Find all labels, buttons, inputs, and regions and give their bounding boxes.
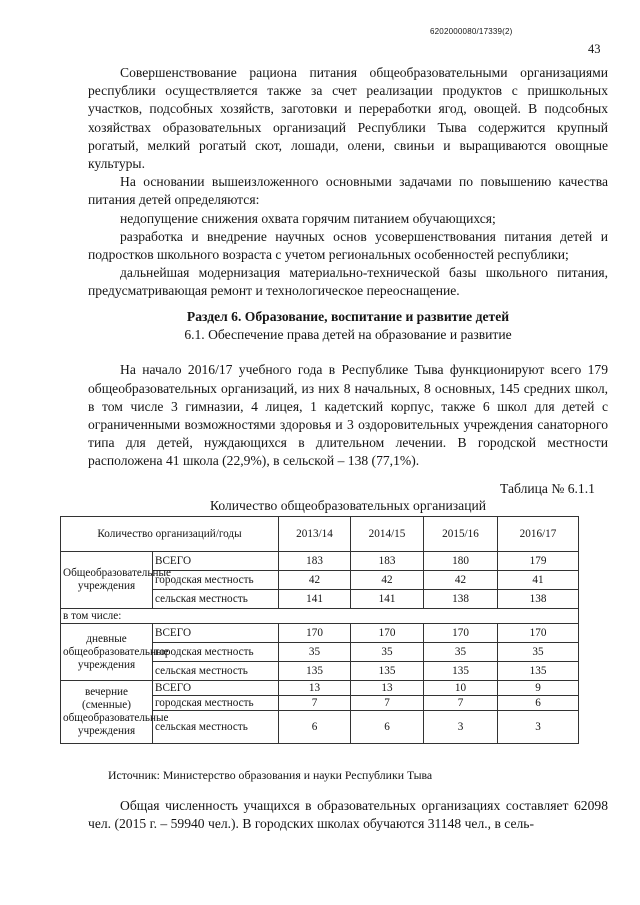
table-row [61, 552, 579, 571]
value-cell: 170 [279, 624, 351, 643]
value-cell: 35 [498, 643, 579, 662]
sub-label-cell: ВСЕГО [153, 624, 279, 643]
value-cell: 180 [424, 552, 498, 571]
value-cell: 35 [351, 643, 424, 662]
value-cell: 6 [498, 696, 579, 711]
section-block [88, 308, 608, 471]
value-cell: 138 [424, 590, 498, 609]
including-row [61, 609, 579, 624]
value-cell: 170 [351, 624, 424, 643]
section-subheading: 6.1. Обеспечение права детей на образование и развитие [184, 327, 512, 343]
value-cell: 141 [279, 590, 351, 609]
value-cell: 183 [351, 552, 424, 571]
paragraph-tasks-intro: На основании вышеизложенного основными задачами по повышению качества питания детей определяются: [88, 174, 608, 208]
header-label-cell: Количество организаций/годы [61, 517, 279, 552]
paragraph-task-3: дальнейшая модернизация материально-технической базы школьного питания, предусматривающая ремонт и технологическое переоснащение. [88, 265, 608, 299]
table-source: Источник: Министерство образования и науки Республики Тыва [108, 768, 433, 782]
document-id: 6202000080/17339(2) [430, 27, 513, 36]
closing-block [88, 797, 608, 833]
value-cell: 138 [498, 590, 579, 609]
sub-label-cell: городская местность [153, 571, 279, 590]
value-cell: 13 [279, 681, 351, 696]
value-cell: 9 [498, 681, 579, 696]
value-cell: 3 [498, 711, 579, 744]
sub-label-cell: сельская местность [153, 590, 279, 609]
table-header-row [61, 517, 579, 552]
value-cell: 135 [279, 662, 351, 681]
group-label-cell: Общеобразовательные учреждения [61, 552, 153, 609]
year-header-cell: 2013/14 [279, 517, 351, 552]
value-cell: 41 [498, 571, 579, 590]
group-label-cell: дневные общеобразовательные учреждения [61, 624, 153, 681]
table-row [61, 681, 579, 696]
year-header-cell: 2014/15 [351, 517, 424, 552]
paragraph-task-2: разработка и внедрение научных основ усовершенствования питания детей и подростков школьного возраста с учетом региональных особенностей республики; [88, 228, 608, 263]
sub-label-cell: сельская местность [153, 662, 279, 681]
value-cell: 135 [424, 662, 498, 681]
year-header-cell: 2016/17 [498, 517, 579, 552]
table-number: Таблица № 6.1.1 [500, 481, 595, 496]
value-cell: 183 [279, 552, 351, 571]
sub-label-cell: ВСЕГО [153, 681, 279, 696]
value-cell: 135 [351, 662, 424, 681]
value-cell: 10 [424, 681, 498, 696]
including-label-cell: в том числе: [61, 609, 579, 624]
table-row [61, 624, 579, 643]
year-header-cell: 2015/16 [424, 517, 498, 552]
value-cell: 170 [498, 624, 579, 643]
sub-label-cell: сельская местность [153, 711, 279, 744]
value-cell: 170 [424, 624, 498, 643]
value-cell: 42 [424, 571, 498, 590]
value-cell: 6 [351, 711, 424, 744]
value-cell: 3 [424, 711, 498, 744]
schools-table [60, 516, 579, 744]
value-cell: 141 [351, 590, 424, 609]
sub-label-cell: ВСЕГО [153, 552, 279, 571]
value-cell: 42 [279, 571, 351, 590]
section-heading: Раздел 6. Образование, воспитание и развитие детей [186, 309, 510, 324]
value-cell: 179 [498, 552, 579, 571]
value-cell: 35 [424, 643, 498, 662]
value-cell: 35 [279, 643, 351, 662]
table-title: Количество общеобразовательных организаций [209, 498, 487, 513]
value-cell: 13 [351, 681, 424, 696]
paragraph-students-total: Общая численность учащихся в образовательных организациях составляет 62098 чел. (2015 г. – 59940 чел.). В городских школах обучаются 31148 чел., в сель- [88, 798, 608, 832]
sub-label-cell: городская местность [153, 696, 279, 711]
body-text-top [88, 64, 608, 301]
paragraph-task-1: недопущение снижения охвата горячим питанием обучающихся; [120, 210, 496, 226]
value-cell: 6 [279, 711, 351, 744]
sub-label-cell: городская местность [153, 643, 279, 662]
value-cell: 42 [351, 571, 424, 590]
value-cell: 135 [498, 662, 579, 681]
value-cell: 7 [351, 696, 424, 711]
paragraph-nutrition: Совершенствование рациона питания общеобразовательными организациями республики осуществляется также за счет реализации продуктов с пришкольных участков, подсобных хозяйств, заготовки и переработки ягод, овощей. В подсобных хозяйствах образовательных организаций Республики Тыва содержится крупный рогатый, мелкий рогатый скот, лошади, олени, свиньи и выращиваются овощные культуры. [88, 65, 608, 172]
group-label-cell: вечерние (сменные) общеобразовательные учреждения [61, 681, 153, 744]
page-number: 43 [588, 42, 601, 56]
paragraph-schools-count: На начало 2016/17 учебного года в Республике Тыва функционируют всего 179 общеобразовательных организаций, из них 8 начальных, 8 основных, 145 средних школ, в том числе 3 гимназии, 4 лицея, 1 кадетский корпус, также 6 школ для детей с ограниченными возможностями здоровья и 3 оздоровительных учреждения санаторного типа для детей, нуждающихся в длительном лечении. В городской местности расположена 41 школа (22,9%), в сельской – 138 (77,1%). [88, 362, 608, 469]
value-cell: 7 [279, 696, 351, 711]
value-cell: 7 [424, 696, 498, 711]
